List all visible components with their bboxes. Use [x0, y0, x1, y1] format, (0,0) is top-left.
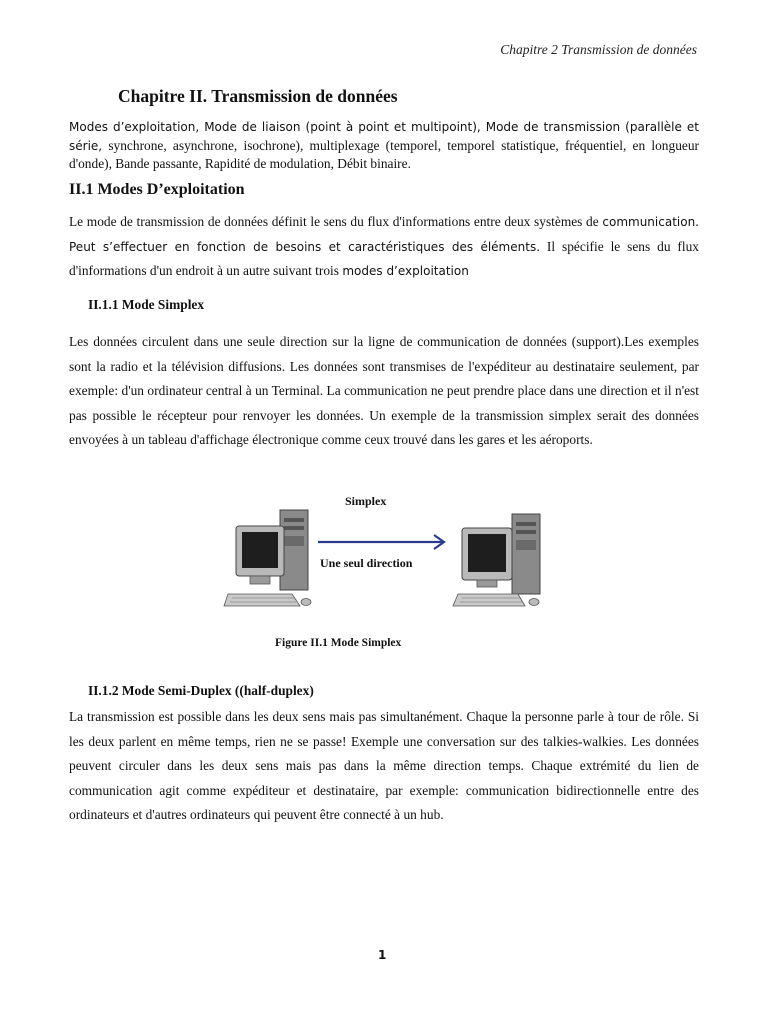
section-1-text-b: communication. Peut s’effectuer en fonction de besoins et caractéristiques des éléments. [69, 215, 699, 254]
section-1-paragraph [69, 210, 699, 284]
subsection-heading-simplex: II.1.1 Mode Simplex [88, 297, 205, 312]
simplex-figure [222, 490, 552, 614]
intro-part-sans: Modes d’exploitation, Mode de liaison (point à point et multipoint), Mode de transmission (parallèle et série, [69, 120, 699, 153]
one-direction-arrow [318, 535, 444, 549]
simplex-diagram [222, 490, 552, 614]
section-heading-modes-exploitation: II.1 Modes D’exploitation [69, 181, 245, 198]
figure-label-direction: Une seul direction [320, 556, 413, 570]
intro-part-serif: synchrone, asynchrone, isochrone), multiplexage (temporel, temporel statistique, fréquentiel, en longueur d'onde), Bande passante, Rapidité de modulation, Débit binaire. [69, 137, 699, 171]
section-1-text-a: Le mode de transmission de données définit le sens du flux d'informations entre deux systèmes de [69, 214, 603, 229]
computer-icon-left [224, 510, 311, 606]
chapter-title: Chapitre II. Transmission de données [118, 86, 398, 106]
computer-icon-right [453, 514, 540, 606]
section-1-text-c: Il spécifie le sens du flux d'informations d'un endroit à un autre suivant trois [69, 238, 699, 278]
intro-paragraph [69, 118, 699, 173]
running-header: Chapitre 2 Transmission de données [500, 42, 697, 57]
half-duplex-paragraph: La transmission est possible dans les deux sens mais pas simultanément. Chaque la personne parle à tour de rôle. Si les deux parlent en même temps, rien ne se passe! Exemple une conversation sur des talkies-walkies. Les données peuvent circuler dans les deux sens mais pas dans la même direction temps. Chaque extrémité du lien de communication agit comme expéditeur et destinataire, par exemple: communication bidirectionnelle entre des ordinateurs et d'autres ordinateurs qui peuvent être connecté à un hub. [69, 709, 699, 822]
simplex-paragraph: Les données circulent dans une seule direction sur la ligne de communication de données (support).Les exemples sont la radio et la télévision diffusions. Les données sont transmises de l'expéditeur au destinataire seulement, par exemple: d'un ordinateur central à un Terminal. La communication ne peut prendre place dans une direction et il n'est pas possible le récepteur pour renvoyer les données. Un exemple de la transmission simplex serait des données envoyées à un tableau d'affichage électronique comme ceux trouvé dans les gares et les aéroports. [69, 334, 699, 447]
figure-label-simplex: Simplex [345, 494, 387, 508]
section-1-text-d: modes d’exploitation [342, 264, 469, 278]
page-number: 1 [378, 948, 387, 962]
figure-caption: Figure II.1 Mode Simplex [275, 637, 402, 649]
subsection-heading-half-duplex: II.1.2 Mode Semi-Duplex ((half-duplex) [88, 683, 314, 698]
